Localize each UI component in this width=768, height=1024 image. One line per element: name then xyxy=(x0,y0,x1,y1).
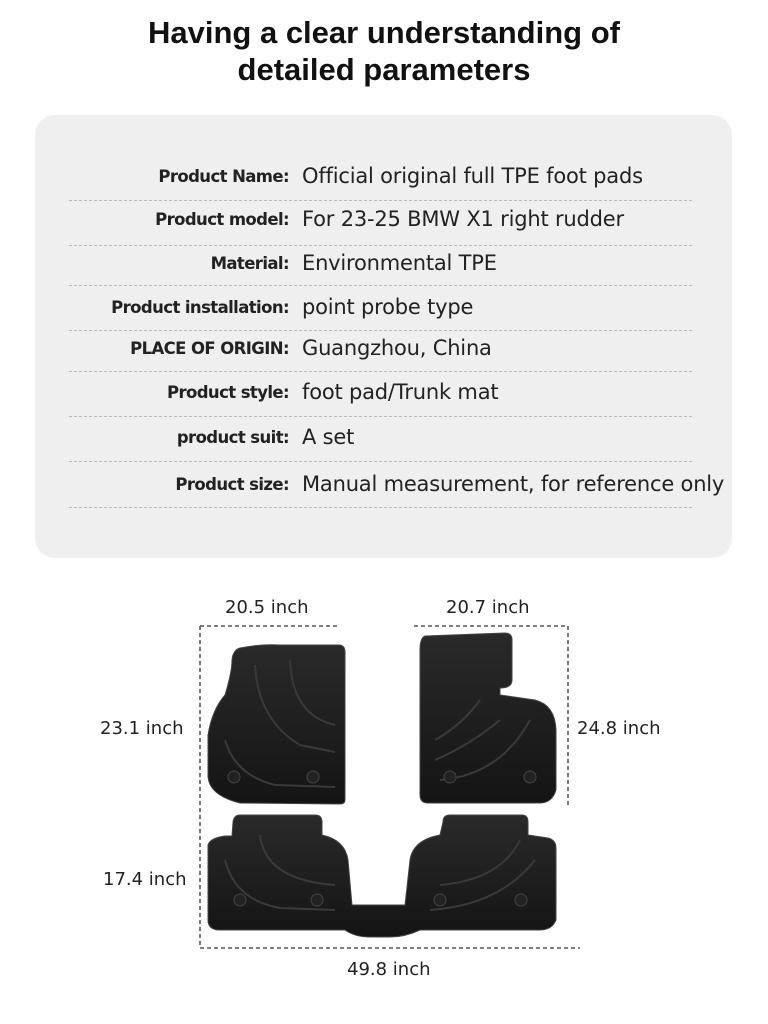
rear-mat xyxy=(208,815,556,937)
title-line-2: detailed parameters xyxy=(237,52,531,87)
param-label: Product style: xyxy=(166,383,289,402)
param-value: Official original full TPE foot pads xyxy=(302,164,643,188)
param-label: Product size: xyxy=(175,475,289,494)
param-value: point probe type xyxy=(302,295,474,319)
param-label: Product installation: xyxy=(111,298,289,317)
param-value: Environmental TPE xyxy=(302,251,497,275)
param-value: Guangzhou, China xyxy=(302,336,492,360)
param-label: Material: xyxy=(210,254,289,273)
param-label: Product Name: xyxy=(158,167,289,186)
front-right-width-label: 20.7 inch xyxy=(446,597,530,618)
front-left-height-label: 23.1 inch xyxy=(100,718,184,739)
rear-width-label: 49.8 inch xyxy=(347,959,431,980)
title-line-1: Having a clear understanding of xyxy=(148,15,620,50)
param-label: product suit: xyxy=(176,428,289,447)
param-value: Manual measurement, for reference only xyxy=(302,472,725,496)
front-right-height-label: 24.8 inch xyxy=(577,718,661,739)
param-value: foot pad/Trunk mat xyxy=(302,380,499,404)
param-label: PLACE OF ORIGIN: xyxy=(130,339,289,358)
front-left-width-label: 20.5 inch xyxy=(225,597,309,618)
param-value: A set xyxy=(302,425,355,449)
rear-height-label: 17.4 inch xyxy=(103,869,187,890)
param-label: Product model: xyxy=(155,210,289,229)
param-value: For 23-25 BMW X1 right rudder xyxy=(302,207,624,231)
